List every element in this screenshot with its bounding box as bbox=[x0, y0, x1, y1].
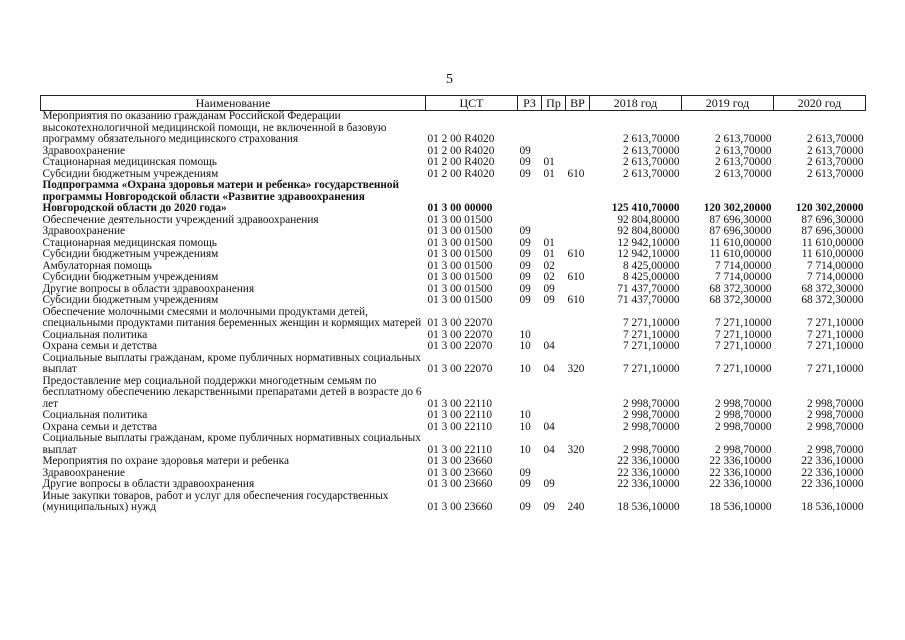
cell-name: Социальная политика bbox=[42, 409, 148, 421]
cell-2018: 2 998,70000 bbox=[623, 443, 680, 456]
cell-2018: 7 271,10000 bbox=[623, 363, 680, 375]
cell-cst: 01 3 00 01500 bbox=[427, 282, 493, 295]
cell-rz: 10 bbox=[519, 420, 531, 433]
cell-name: Охрана семьи и детства bbox=[42, 420, 158, 433]
cell-name: Стационарная медицинская помощь bbox=[42, 236, 217, 249]
cell-2020: 7 714,00000 bbox=[807, 259, 864, 272]
cell-2019: 2 613,70000 bbox=[715, 144, 772, 157]
cell-pr: 09 bbox=[543, 282, 555, 295]
cell-vr: 610 bbox=[567, 167, 585, 180]
cell-pr: 01 bbox=[543, 156, 555, 168]
cell-cst: 01 2 00 R4020 bbox=[427, 156, 495, 168]
cell-rz: 09 bbox=[519, 259, 531, 272]
cell-2020: 2 613,70000 bbox=[807, 133, 864, 145]
cell-name: Охрана семьи и детства bbox=[42, 340, 158, 352]
cell-cst: 01 3 00 23660 bbox=[427, 455, 493, 467]
budget-table bbox=[40, 95, 866, 514]
cell-cst: 01 2 00 R4020 bbox=[427, 144, 495, 157]
table-row bbox=[41, 491, 866, 514]
page-number: 5 bbox=[446, 72, 453, 87]
cell-2020: 7 271,10000 bbox=[807, 317, 864, 329]
cell-rz: 09 bbox=[519, 466, 531, 479]
cell-cst: 01 2 00 R4020 bbox=[427, 167, 495, 180]
cell-pr bbox=[542, 456, 566, 468]
cell-name: Мероприятия по охране здоровья матери и ребенка bbox=[42, 455, 289, 467]
cell-pr bbox=[542, 215, 566, 227]
cell-vr: 610 bbox=[567, 294, 585, 306]
cell-vr bbox=[566, 479, 590, 491]
cell-name: Здравоохранение bbox=[42, 225, 126, 237]
cell-2018: 22 336,10000 bbox=[617, 478, 680, 490]
cell-2018: 2 613,70000 bbox=[623, 144, 680, 157]
cell-pr bbox=[542, 111, 566, 146]
cell-2019: 2 998,70000 bbox=[715, 443, 772, 456]
cell-2018: 71 437,70000 bbox=[617, 282, 680, 295]
cell-pr: 09 bbox=[543, 294, 555, 306]
cell-2018: 8 425,00000 bbox=[623, 259, 680, 272]
cell-cst: 01 3 00 22070 bbox=[427, 328, 493, 341]
cell-2018: 18 536,10000 bbox=[617, 501, 680, 513]
cell-cst: 01 3 00 23660 bbox=[427, 478, 493, 490]
table-header-row bbox=[41, 96, 866, 111]
cell-rz bbox=[518, 307, 542, 330]
cell-vr bbox=[566, 341, 590, 353]
table-row bbox=[41, 353, 866, 376]
cell-rz: 09 bbox=[519, 501, 531, 513]
cell-name: Подпрограмма «Охрана здоровья матери и ребенка» государственной программы Новгородской области «Развитие здравоохранения Новгородской области до 2020 года» bbox=[42, 179, 400, 214]
cell-rz: 09 bbox=[519, 236, 531, 249]
cell-name: Мероприятия по оказанию гражданам Российской Федерации высокотехнологичной медицинской помощи, не включенной в базовую программу обязательного медицинского страхования bbox=[42, 110, 387, 145]
cell-2018: 2 613,70000 bbox=[623, 156, 680, 168]
table-row bbox=[41, 376, 866, 411]
cell-2020: 22 336,10000 bbox=[801, 455, 864, 467]
cell-2019: 68 372,30000 bbox=[709, 282, 772, 295]
cell-2019: 120 302,20000 bbox=[703, 202, 772, 214]
cell-2020: 87 696,30000 bbox=[801, 213, 864, 226]
table-row bbox=[41, 226, 866, 238]
cell-2019: 2 998,70000 bbox=[715, 409, 772, 421]
cell-vr: 320 bbox=[567, 443, 585, 456]
cell-2019: 7 714,00000 bbox=[715, 271, 772, 283]
cell-pr: 04 bbox=[543, 340, 555, 352]
cell-pr: 09 bbox=[543, 478, 555, 490]
cell-2020: 2 998,70000 bbox=[807, 409, 864, 421]
cell-2018: 7 271,10000 bbox=[623, 340, 680, 352]
cell-name: Стационарная медицинская помощь bbox=[42, 156, 217, 168]
cell-rz: 09 bbox=[519, 156, 531, 168]
cell-name: Обеспечение деятельности учреждений здравоохранения bbox=[42, 213, 319, 226]
cell-pr bbox=[542, 180, 566, 215]
cell-cst: 01 3 00 22070 bbox=[427, 363, 493, 375]
cell-2019: 87 696,30000 bbox=[709, 225, 772, 237]
cell-vr bbox=[566, 330, 590, 342]
cell-2020: 18 536,10000 bbox=[801, 501, 864, 513]
cell-pr: 01 bbox=[543, 167, 555, 180]
column-header-2020: 2020 год bbox=[774, 96, 866, 111]
table-row bbox=[41, 307, 866, 330]
cell-cst: 01 3 00 23660 bbox=[427, 501, 493, 513]
cell-2019: 7 714,00000 bbox=[715, 259, 772, 272]
cell-2019: 2 998,70000 bbox=[715, 420, 772, 433]
cell-pr: 01 bbox=[543, 236, 555, 249]
cell-2019: 7 271,10000 bbox=[715, 328, 772, 341]
cell-cst: 01 2 00 R4020 bbox=[427, 133, 495, 145]
cell-rz: 09 bbox=[519, 248, 531, 260]
cell-2020: 120 302,20000 bbox=[795, 202, 864, 214]
cell-2020: 7 271,10000 bbox=[807, 340, 864, 352]
cell-2018: 12 942,10000 bbox=[617, 248, 680, 260]
cell-2019: 2 613,70000 bbox=[715, 167, 772, 180]
cell-pr: 04 bbox=[543, 443, 555, 456]
cell-2019: 22 336,10000 bbox=[709, 466, 772, 479]
column-header-2018: 2018 год bbox=[590, 96, 682, 111]
cell-2020: 2 613,70000 bbox=[807, 156, 864, 168]
cell-name: Социальные выплаты гражданам, кроме публичных нормативных социальных выплат bbox=[42, 432, 421, 456]
cell-2020: 68 372,30000 bbox=[801, 294, 864, 306]
cell-cst: 01 3 00 01500 bbox=[427, 236, 493, 249]
cell-rz bbox=[518, 456, 542, 468]
cell-2019: 87 696,30000 bbox=[709, 213, 772, 226]
cell-2020: 87 696,30000 bbox=[801, 225, 864, 237]
table-row bbox=[41, 249, 866, 261]
cell-2019: 7 271,10000 bbox=[715, 317, 772, 329]
cell-2018: 22 336,10000 bbox=[617, 466, 680, 479]
cell-name: Субсидии бюджетным учреждениям bbox=[42, 167, 219, 180]
cell-2019: 22 336,10000 bbox=[709, 478, 772, 490]
cell-rz: 09 bbox=[519, 478, 531, 490]
cell-2020: 22 336,10000 bbox=[801, 478, 864, 490]
cell-pr bbox=[542, 226, 566, 238]
cell-2020: 7 714,00000 bbox=[807, 271, 864, 283]
cell-2020: 11 610,00000 bbox=[801, 236, 864, 249]
cell-rz bbox=[518, 180, 542, 215]
cell-cst: 01 3 00 01500 bbox=[427, 213, 493, 226]
cell-rz: 10 bbox=[519, 443, 531, 456]
cell-2018: 2 613,70000 bbox=[623, 167, 680, 180]
cell-pr bbox=[542, 376, 566, 411]
cell-name: Социальная политика bbox=[42, 328, 148, 341]
cell-cst: 01 3 00 22110 bbox=[427, 397, 493, 410]
cell-cst: 01 3 00 01500 bbox=[427, 271, 493, 283]
cell-name: Предоставление мер социальной поддержки многодетным семьям по бесплатному обеспечению лекарственными препаратами детей в возрасте до 6 лет bbox=[42, 374, 422, 410]
cell-2020: 2 613,70000 bbox=[807, 144, 864, 157]
cell-2019: 22 336,10000 bbox=[709, 455, 772, 467]
table-row bbox=[41, 157, 866, 169]
cell-pr: 02 bbox=[543, 259, 555, 272]
cell-vr bbox=[566, 307, 590, 330]
cell-pr bbox=[542, 307, 566, 330]
cell-pr: 02 bbox=[543, 271, 555, 283]
cell-cst: 01 3 00 01500 bbox=[427, 248, 493, 260]
cell-2020: 22 336,10000 bbox=[801, 466, 864, 479]
cell-rz: 09 bbox=[519, 271, 531, 283]
cell-rz: 09 bbox=[519, 294, 531, 306]
cell-2018: 71 437,70000 bbox=[617, 294, 680, 306]
cell-rz: 09 bbox=[519, 167, 531, 180]
table-row bbox=[41, 295, 866, 307]
cell-2018: 22 336,10000 bbox=[617, 455, 680, 467]
cell-vr bbox=[566, 456, 590, 468]
cell-cst: 01 3 00 22070 bbox=[427, 340, 493, 352]
cell-2019: 68 372,30000 bbox=[709, 294, 772, 306]
cell-vr bbox=[566, 226, 590, 238]
column-header-name: Наименование bbox=[41, 96, 426, 111]
table-row bbox=[41, 433, 866, 456]
cell-2018: 2 613,70000 bbox=[623, 133, 680, 145]
column-header-pr: Пр bbox=[542, 96, 566, 111]
cell-2018: 12 942,10000 bbox=[617, 236, 680, 249]
cell-2020: 2 613,70000 bbox=[807, 167, 864, 180]
table-body bbox=[41, 111, 866, 514]
table-row bbox=[41, 111, 866, 146]
cell-name: Субсидии бюджетным учреждениям bbox=[42, 248, 219, 260]
cell-2020: 7 271,10000 bbox=[807, 328, 864, 341]
cell-vr bbox=[566, 146, 590, 158]
cell-name: Иные закупки товаров, работ и услуг для обеспечения государственных (муниципальных) нужд bbox=[42, 489, 389, 513]
cell-rz: 09 bbox=[519, 225, 531, 237]
cell-vr bbox=[566, 468, 590, 480]
cell-rz bbox=[518, 376, 542, 411]
cell-rz: 10 bbox=[519, 409, 531, 421]
cell-rz: 09 bbox=[519, 282, 531, 295]
cell-2018: 8 425,00000 bbox=[623, 271, 680, 283]
cell-rz: 10 bbox=[519, 328, 531, 341]
table-row bbox=[41, 272, 866, 284]
cell-cst: 01 3 00 01500 bbox=[427, 225, 493, 237]
cell-vr bbox=[566, 376, 590, 411]
cell-2019: 2 998,70000 bbox=[715, 397, 772, 410]
cell-pr: 01 bbox=[543, 248, 555, 260]
cell-2019: 11 610,00000 bbox=[709, 236, 772, 249]
cell-cst: 01 3 00 22110 bbox=[427, 409, 493, 421]
cell-2020: 11 610,00000 bbox=[801, 248, 864, 260]
cell-name: Здравоохранение bbox=[42, 144, 126, 157]
table-row bbox=[41, 410, 866, 422]
column-header-rz: РЗ bbox=[518, 96, 542, 111]
cell-name: Социальные выплаты гражданам, кроме публичных нормативных социальных выплат bbox=[42, 351, 421, 375]
cell-cst: 01 3 00 01500 bbox=[427, 259, 493, 272]
cell-2018: 2 998,70000 bbox=[623, 420, 680, 433]
cell-pr: 09 bbox=[543, 501, 555, 513]
cell-2020: 68 372,30000 bbox=[801, 282, 864, 295]
cell-pr: 04 bbox=[543, 420, 555, 433]
cell-cst: 01 3 00 23660 bbox=[427, 466, 493, 479]
column-header-2019: 2019 год bbox=[682, 96, 774, 111]
cell-pr: 04 bbox=[543, 363, 555, 375]
cell-2018: 92 804,80000 bbox=[617, 225, 680, 237]
cell-2018: 125 410,70000 bbox=[611, 202, 680, 214]
column-header-cst: ЦСТ bbox=[426, 96, 518, 111]
cell-vr bbox=[566, 157, 590, 169]
cell-vr: 240 bbox=[567, 501, 585, 513]
column-header-vr: ВР bbox=[566, 96, 590, 111]
cell-name: Субсидии бюджетным учреждениям bbox=[42, 271, 219, 283]
cell-2019: 11 610,00000 bbox=[709, 248, 772, 260]
cell-2018: 2 998,70000 bbox=[623, 409, 680, 421]
cell-pr bbox=[542, 410, 566, 422]
cell-name: Амбулаторная помощь bbox=[42, 259, 152, 272]
cell-2018: 7 271,10000 bbox=[623, 317, 680, 329]
cell-rz bbox=[518, 111, 542, 146]
cell-vr bbox=[566, 215, 590, 227]
cell-name: Здравоохранение bbox=[42, 466, 126, 479]
table-row bbox=[41, 479, 866, 491]
cell-2018: 2 998,70000 bbox=[623, 397, 680, 410]
cell-cst: 01 3 00 22070 bbox=[427, 317, 493, 329]
cell-vr: 610 bbox=[567, 271, 585, 283]
cell-2019: 7 271,10000 bbox=[715, 340, 772, 352]
cell-name: Субсидии бюджетным учреждениям bbox=[42, 294, 219, 306]
cell-rz: 10 bbox=[519, 363, 531, 375]
table-row bbox=[41, 456, 866, 468]
cell-2019: 7 271,10000 bbox=[715, 363, 772, 375]
table-row bbox=[41, 180, 866, 215]
cell-2019: 2 613,70000 bbox=[715, 133, 772, 145]
cell-vr bbox=[566, 410, 590, 422]
cell-vr bbox=[566, 111, 590, 146]
cell-cst: 01 3 00 22110 bbox=[427, 443, 493, 456]
cell-2019: 2 613,70000 bbox=[715, 156, 772, 168]
cell-2019: 18 536,10000 bbox=[709, 501, 772, 513]
cell-2018: 7 271,10000 bbox=[623, 328, 680, 341]
cell-vr bbox=[566, 180, 590, 215]
cell-rz: 10 bbox=[519, 340, 531, 352]
table-row bbox=[41, 341, 866, 353]
cell-cst: 01 3 00 22110 bbox=[427, 420, 493, 433]
cell-cst: 01 3 00 01500 bbox=[427, 294, 493, 306]
cell-vr: 320 bbox=[567, 363, 585, 375]
cell-name: Обеспечение молочными смесями и молочными продуктами детей, специальными продуктами питания беременных женщин и кормящих матерей bbox=[42, 305, 422, 329]
cell-vr: 610 bbox=[567, 248, 585, 260]
cell-vr bbox=[566, 422, 590, 434]
cell-2018: 92 804,80000 bbox=[617, 213, 680, 226]
cell-cst: 01 3 00 00000 bbox=[427, 202, 493, 214]
cell-2020: 2 998,70000 bbox=[807, 397, 864, 410]
cell-rz: 09 bbox=[519, 144, 531, 157]
cell-2020: 7 271,10000 bbox=[807, 363, 864, 375]
cell-name: Другие вопросы в области здравоохранения bbox=[42, 478, 255, 490]
cell-name: Другие вопросы в области здравоохранения bbox=[42, 282, 255, 295]
cell-2020: 2 998,70000 bbox=[807, 420, 864, 433]
cell-2020: 2 998,70000 bbox=[807, 443, 864, 456]
